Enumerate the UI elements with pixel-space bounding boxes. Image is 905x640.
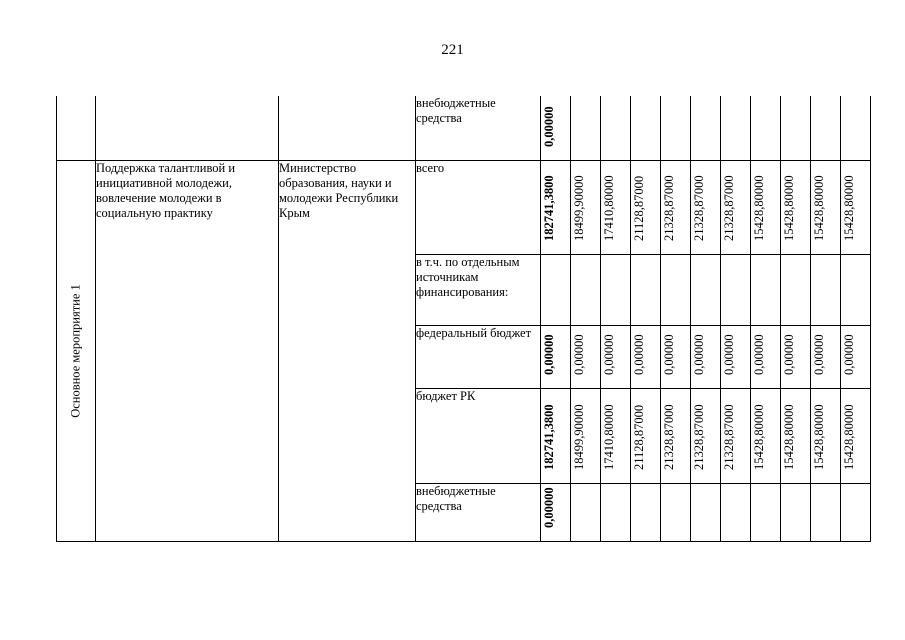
year-cell	[601, 96, 631, 160]
year-value: 21328,87000	[721, 403, 736, 470]
year-value: 0,00000	[601, 333, 616, 375]
executor-cell: Министерство образования, науки и молодежи Республики Крым	[279, 160, 416, 541]
year-cell	[841, 388, 871, 483]
year-cell	[751, 254, 781, 325]
year-cell	[781, 96, 811, 160]
year-value: 21128,87000	[631, 175, 646, 241]
year-cell	[781, 254, 811, 325]
year-cell	[721, 483, 751, 541]
year-value: 0,00000	[631, 333, 646, 375]
year-cell	[691, 388, 721, 483]
year-cell	[781, 160, 811, 254]
total-value: 0,00000	[541, 486, 556, 528]
year-value: 0,00000	[751, 333, 766, 375]
year-value: 0,00000	[721, 333, 736, 375]
year-value: 0,00000	[781, 333, 796, 375]
year-cell	[631, 160, 661, 254]
year-value: 18499,90000	[571, 174, 586, 241]
year-cell	[661, 388, 691, 483]
year-cell	[661, 325, 691, 388]
prev-executor-cell	[279, 96, 416, 160]
page-number: 221	[441, 42, 464, 58]
total-cell	[541, 160, 571, 254]
year-cell	[571, 388, 601, 483]
source-cell: федеральный бюджет	[416, 325, 541, 388]
year-value: 0,00000	[571, 333, 586, 375]
year-cell	[691, 325, 721, 388]
year-cell	[721, 96, 751, 160]
prev-program-cell	[57, 96, 96, 160]
year-cell	[571, 483, 601, 541]
year-cell	[811, 254, 841, 325]
source-cell: всего	[416, 160, 541, 254]
year-cell	[841, 254, 871, 325]
total-cell	[541, 96, 571, 160]
year-value: 17410,80000	[601, 174, 616, 241]
year-value: 21328,87000	[661, 403, 676, 470]
year-cell	[571, 160, 601, 254]
year-cell	[811, 483, 841, 541]
year-value: 15428,80000	[751, 403, 766, 470]
year-cell	[751, 96, 781, 160]
year-cell	[661, 96, 691, 160]
year-cell	[781, 325, 811, 388]
year-cell	[631, 254, 661, 325]
total-value: 182741,3800	[541, 403, 556, 470]
year-value: 21328,87000	[691, 403, 706, 470]
year-cell	[841, 96, 871, 160]
year-cell	[631, 483, 661, 541]
year-value: 17410,80000	[601, 403, 616, 470]
year-value: 15428,80000	[751, 174, 766, 241]
year-cell	[841, 483, 871, 541]
table-row	[57, 96, 871, 160]
source-cell: внебюджетные средства	[416, 96, 541, 160]
prev-name-cell	[96, 96, 279, 160]
source-cell: бюджет РК	[416, 388, 541, 483]
year-cell	[601, 160, 631, 254]
year-value: 21328,87000	[661, 174, 676, 241]
year-cell	[661, 160, 691, 254]
year-cell	[571, 254, 601, 325]
year-cell	[811, 325, 841, 388]
year-value: 0,00000	[661, 333, 676, 375]
year-cell	[841, 160, 871, 254]
total-value: 0,00000	[541, 333, 556, 375]
year-cell	[751, 160, 781, 254]
measure-name-cell: Поддержка талантливой и инициативной молодежи, вовлечение молодежи в социальную практику	[96, 160, 279, 541]
total-cell	[541, 254, 571, 325]
table-body	[57, 96, 871, 541]
total-value: 182741,3800	[541, 174, 556, 241]
year-value: 0,00000	[811, 333, 826, 375]
row-label: Основное мероприятие 1	[68, 283, 83, 418]
table-row	[57, 160, 871, 254]
year-cell	[601, 388, 631, 483]
year-value: 0,00000	[841, 333, 856, 375]
year-value: 15428,80000	[841, 174, 856, 241]
year-cell	[811, 388, 841, 483]
year-cell	[691, 160, 721, 254]
year-cell	[721, 325, 751, 388]
year-cell	[811, 96, 841, 160]
total-cell	[541, 388, 571, 483]
year-value: 0,00000	[691, 333, 706, 375]
year-value: 15428,80000	[811, 403, 826, 470]
year-value: 21328,87000	[691, 174, 706, 241]
year-value: 15428,80000	[841, 403, 856, 470]
year-cell	[601, 254, 631, 325]
source-cell: в т.ч. по отдельным источникам финансирования:	[416, 254, 541, 325]
year-cell	[811, 160, 841, 254]
year-cell	[721, 160, 751, 254]
year-cell	[661, 483, 691, 541]
year-cell	[631, 388, 661, 483]
source-cell: внебюджетные средства	[416, 483, 541, 541]
year-cell	[661, 254, 691, 325]
year-cell	[781, 483, 811, 541]
year-cell	[571, 96, 601, 160]
year-value: 21128,87000	[631, 404, 646, 470]
year-value: 15428,80000	[781, 174, 796, 241]
year-cell	[751, 388, 781, 483]
year-cell	[721, 254, 751, 325]
total-cell	[541, 483, 571, 541]
year-value: 18499,90000	[571, 403, 586, 470]
year-cell	[751, 483, 781, 541]
year-cell	[691, 96, 721, 160]
year-cell	[721, 388, 751, 483]
row-label-cell	[57, 160, 96, 541]
year-cell	[571, 325, 601, 388]
year-cell	[631, 96, 661, 160]
year-value: 15428,80000	[781, 403, 796, 470]
year-cell	[601, 483, 631, 541]
year-value: 21328,87000	[721, 174, 736, 241]
total-value: 0,00000	[541, 105, 556, 147]
year-cell	[781, 388, 811, 483]
year-cell	[841, 325, 871, 388]
year-value: 15428,80000	[811, 174, 826, 241]
year-cell	[691, 254, 721, 325]
total-cell	[541, 325, 571, 388]
year-cell	[751, 325, 781, 388]
year-cell	[631, 325, 661, 388]
year-cell	[691, 483, 721, 541]
year-cell	[601, 325, 631, 388]
funding-table	[56, 96, 871, 542]
